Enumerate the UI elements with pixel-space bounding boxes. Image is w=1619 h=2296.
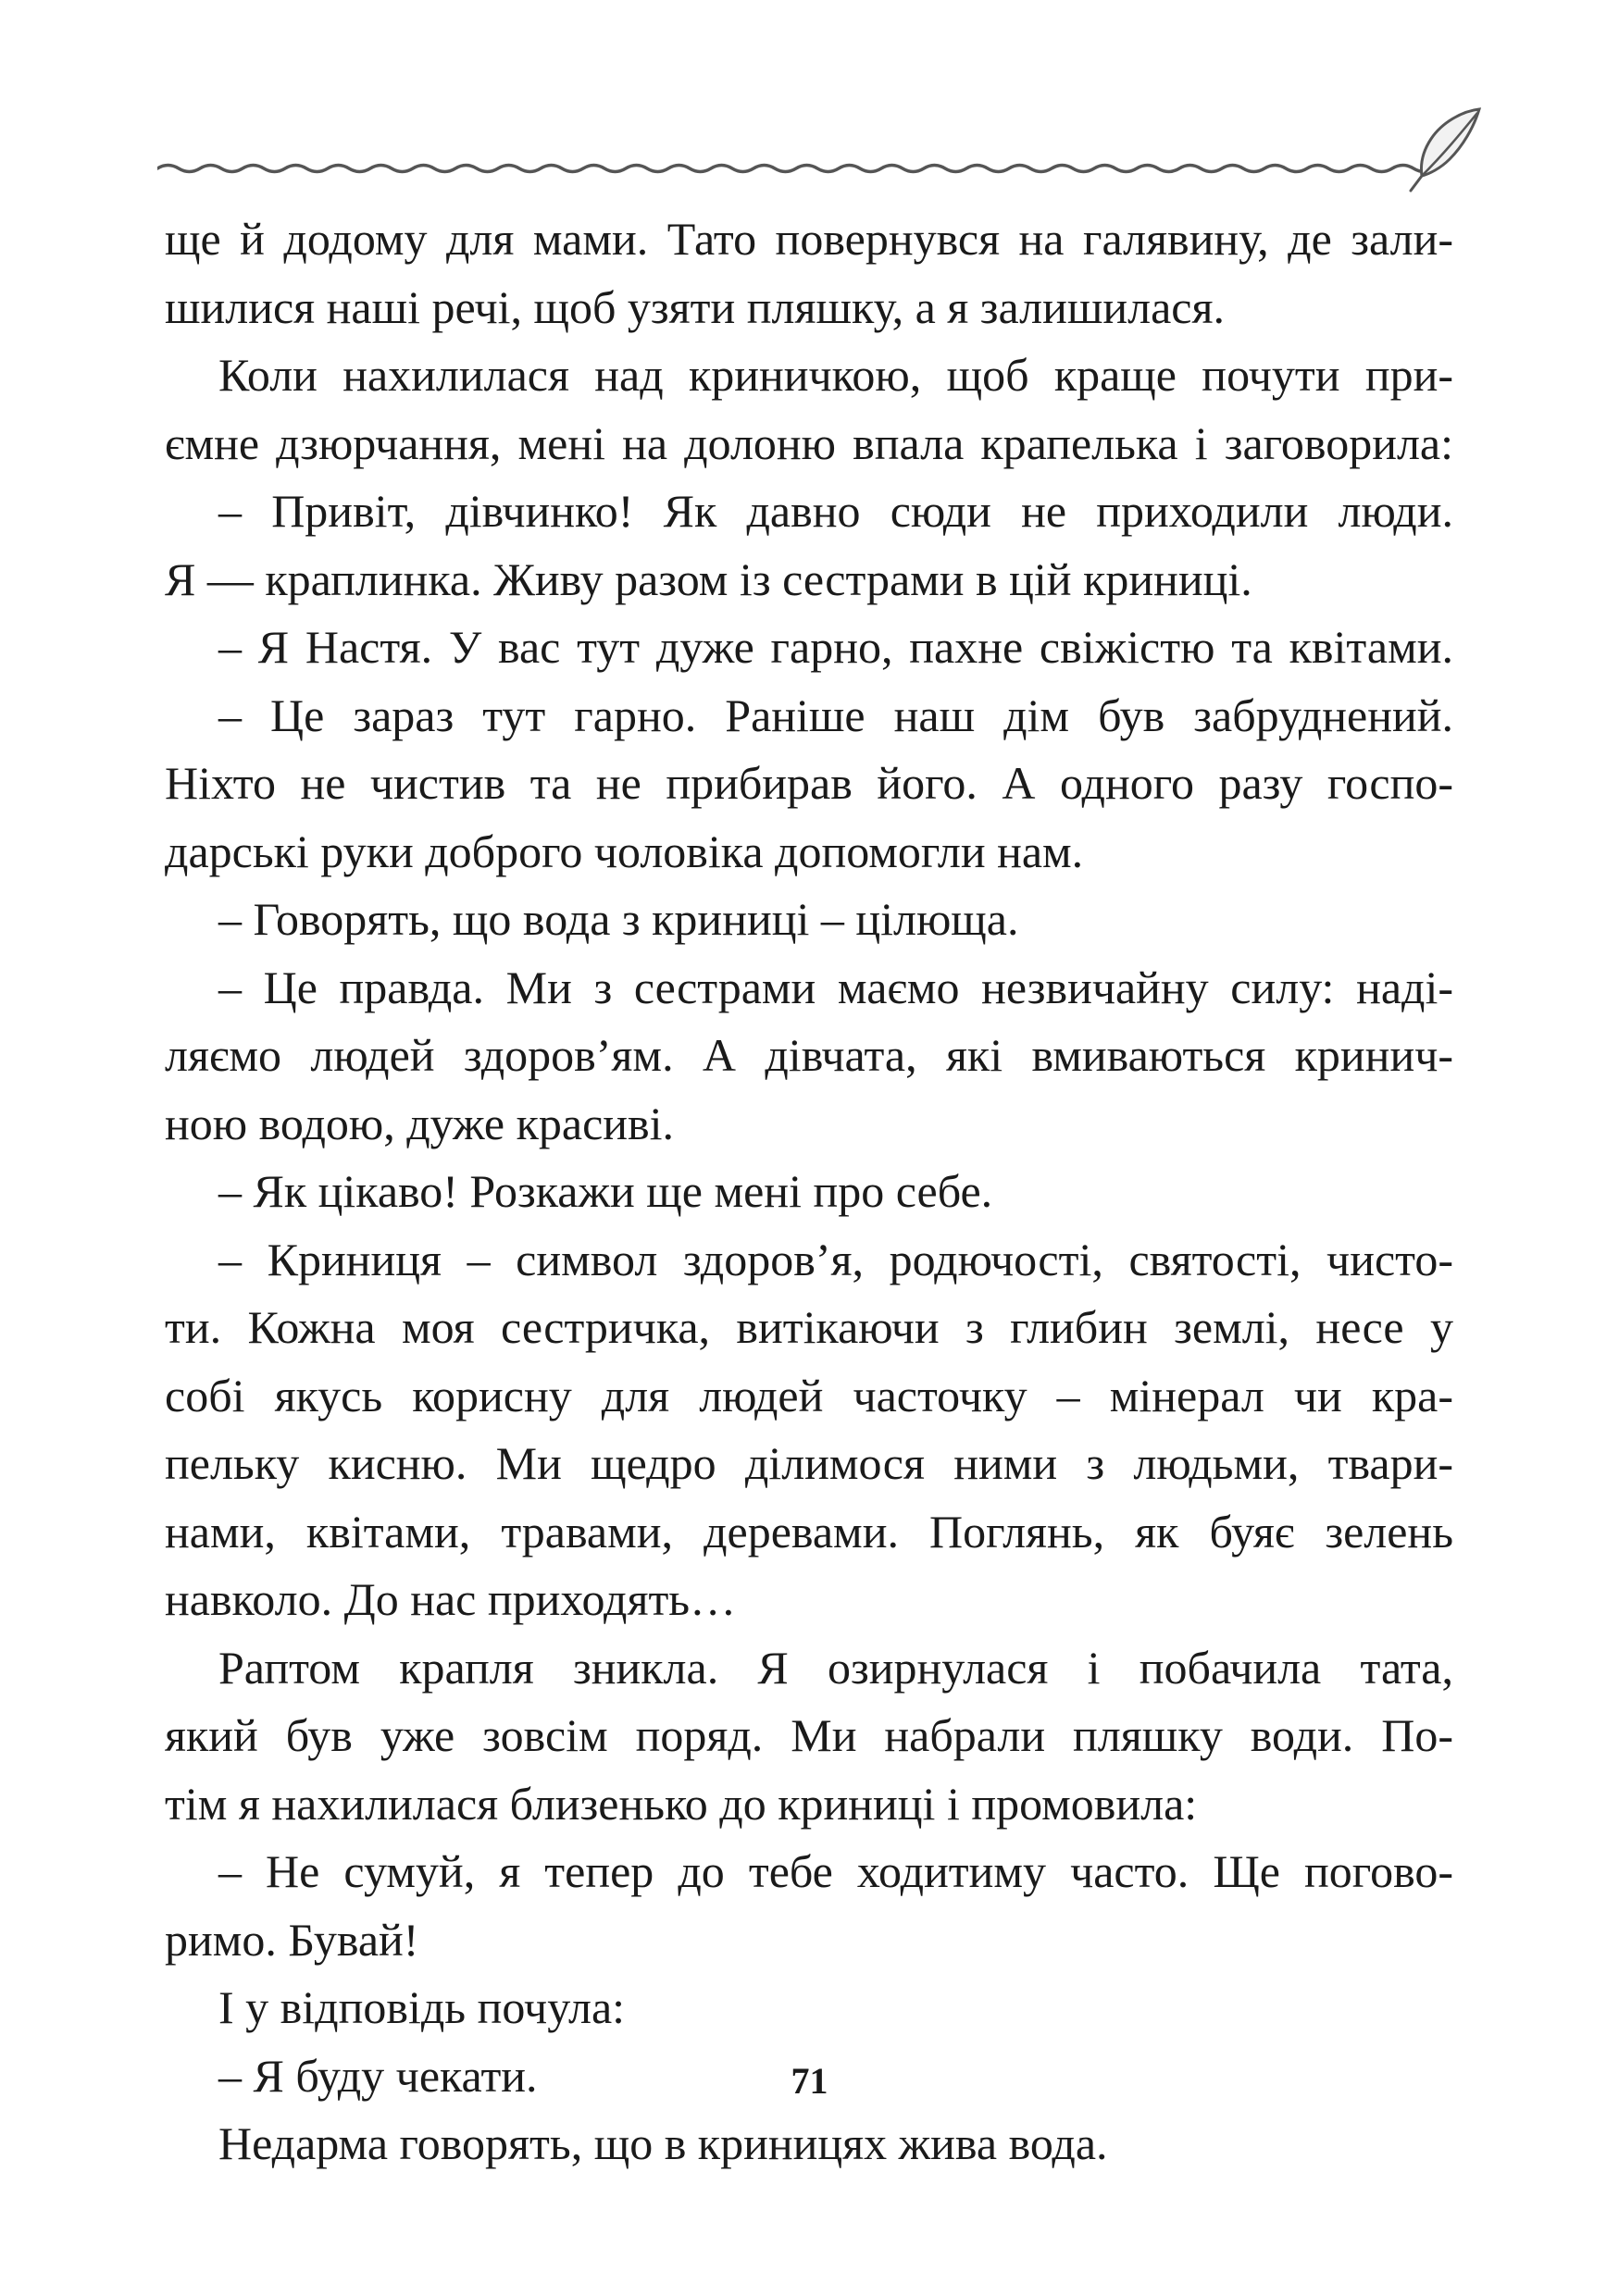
text-line: – Привіт, дівчинко! Як давно сюди не приходили люди. bbox=[218, 485, 1453, 537]
text-line: – Криниця – символ здоров’я, родючості, святості, чисто- bbox=[218, 1233, 1453, 1285]
header-ornament bbox=[157, 93, 1490, 194]
text-line: собі якусь корисну для людей часточку – мінерал чи кра- bbox=[165, 1369, 1453, 1421]
wavy-divider-line bbox=[157, 166, 1435, 172]
text-line: – Я буду чекати. bbox=[218, 2049, 538, 2102]
text-line: пельку кисню. Ми щедро ділимося ними з людьми, твари- bbox=[165, 1437, 1453, 1489]
text-line: навколо. До нас приходять… bbox=[165, 1573, 737, 1625]
text-line: шилися наші речі, щоб узяти пляшку, а я залишилася. bbox=[165, 280, 1225, 333]
text-line: – Це правда. Ми з сестрами маємо незвичайну силу: наді- bbox=[218, 961, 1453, 1013]
text-line: ще й додому для мами. Тато повернувся на галявину, де зали- bbox=[165, 213, 1453, 265]
text-line: – Як цікаво! Розкажи ще мені про себе. bbox=[218, 1165, 993, 1217]
text-line: ляємо людей здоров’ям. А дівчата, які вмиваються кринич- bbox=[165, 1029, 1453, 1081]
text-line: ти. Кожна моя сестричка, витікаючи з глибин землі, несе у bbox=[165, 1301, 1453, 1353]
text-line: дарські руки доброго чоловіка допомогли нам. bbox=[165, 825, 1084, 877]
text-line: ємне дзюрчання, мені на долоню впала крапелька і заговорила: bbox=[165, 416, 1453, 469]
text-line: Раптом крапля зникла. Я озирнулася і побачила тата, bbox=[218, 1641, 1453, 1694]
page-number: 71 bbox=[791, 2060, 828, 2102]
story-text bbox=[165, 205, 1453, 2178]
text-line: нами, квітами, травами, деревами. Поглянь, як буяє зелень bbox=[165, 1505, 1453, 1558]
text-line: який був уже зовсім поряд. Ми набрали пляшку води. По- bbox=[165, 1709, 1453, 1761]
text-line: ною водою, дуже красиві. bbox=[165, 1097, 675, 1149]
text-line: – Говорять, що вода з криниці – цілюща. bbox=[218, 893, 1019, 945]
text-line: Коли нахилилася над криничкою, щоб краще почути при- bbox=[218, 349, 1453, 401]
text-line: Я — краплинка. Живу разом із сестрами в цій криниці. bbox=[165, 552, 1252, 605]
feather-quill-icon bbox=[1411, 109, 1479, 191]
text-line: І у відповідь почула: bbox=[218, 1981, 626, 2033]
text-line: – Це зараз тут гарно. Раніше наш дім був забруднений. bbox=[218, 689, 1453, 741]
text-line: – Не сумуй, я тепер до тебе ходитиму часто. Ще погово- bbox=[218, 1845, 1453, 1897]
text-line: Ніхто не чистив та не прибирав його. А одного разу госпо- bbox=[165, 757, 1453, 809]
text-line: Недарма говорять, що в криницях жива вода. bbox=[218, 2117, 1108, 2169]
text-line: тім я нахилилася близенько до криниці і промовила: bbox=[165, 1777, 1198, 1830]
text-line: – Я Настя. У вас тут дуже гарно, пахне свіжістю та квітами. bbox=[218, 621, 1453, 673]
text-line: римо. Бувай! bbox=[165, 1913, 419, 1966]
